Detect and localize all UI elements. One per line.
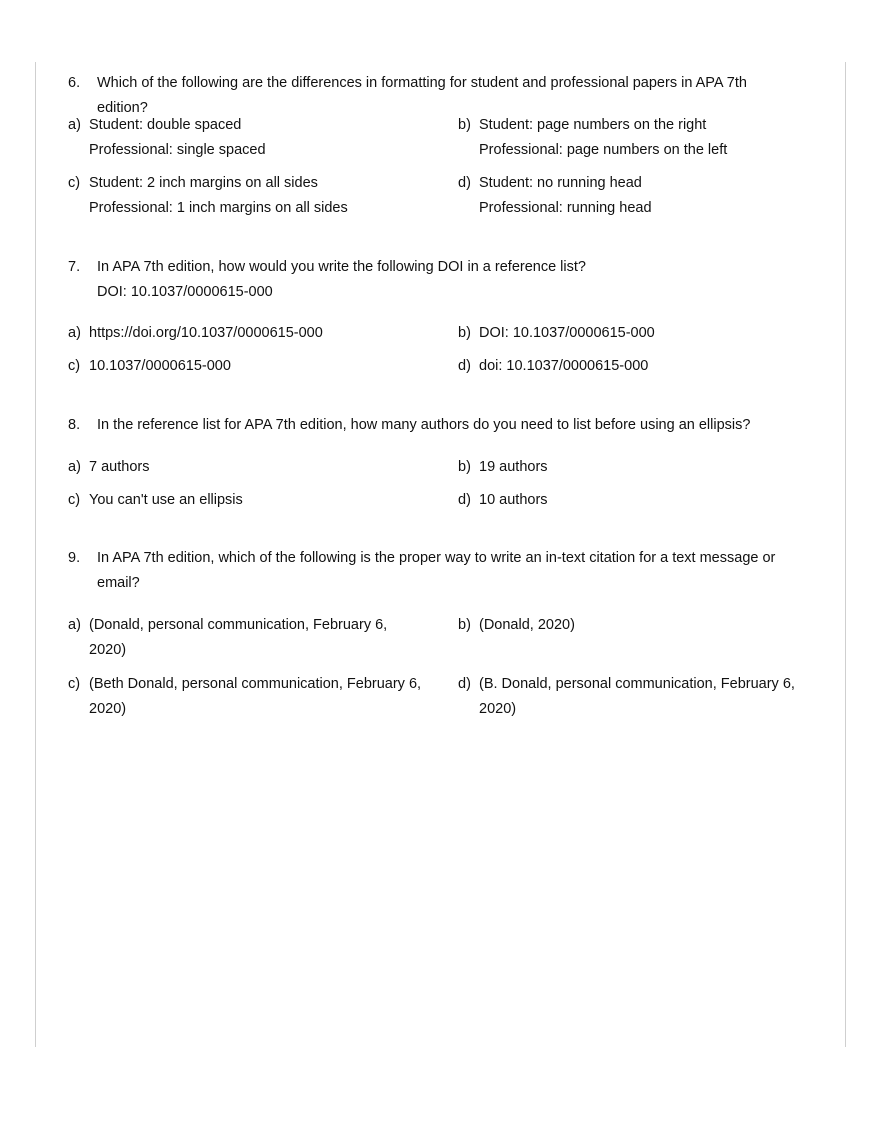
option-letter: c): [68, 175, 81, 191]
option-letter: a): [68, 325, 81, 341]
option-letter: c): [68, 676, 81, 692]
option-letter: b): [458, 117, 471, 133]
option-text-line-2: 2020): [89, 642, 127, 658]
option-text: 10.1037/0000615-000: [89, 358, 231, 374]
option-text-line-2: Professional: single spaced: [89, 142, 266, 158]
question-number: 9.: [68, 550, 81, 566]
option-text: (Donald, personal communication, February 6,: [89, 617, 388, 633]
option-letter: d): [458, 358, 471, 374]
option-text-line-2: Professional: 1 inch margins on all sides: [89, 200, 348, 216]
option-letter: b): [458, 617, 471, 633]
option-letter: d): [458, 175, 471, 191]
option-text: You can't use an ellipsis: [89, 492, 243, 508]
question-text: [97, 413, 797, 438]
question-text-line-2: DOI: 10.1037/0000615-000: [97, 284, 273, 300]
option-text-line-2: Professional: running head: [479, 200, 652, 216]
question-text-line: Which of the following are the differences in formatting for student and professional papers in APA 7th edition?: [97, 75, 747, 116]
option-text: https://doi.org/10.1037/0000615-000: [89, 325, 323, 341]
question-text-line-2: email?: [97, 575, 140, 591]
question-text-line: In the reference list for APA 7th edition, how many authors do you need to list before using an ellipsis?: [97, 417, 751, 433]
question-number: 6.: [68, 75, 81, 91]
option-letter: c): [68, 492, 81, 508]
option-text: 10 authors: [479, 492, 548, 508]
option-text-line-2: 2020): [479, 701, 517, 717]
option-letter: d): [458, 676, 471, 692]
option-text-line-2: Professional: page numbers on the left: [479, 142, 728, 158]
option-letter: c): [68, 358, 81, 374]
option-text: doi: 10.1037/0000615-000: [479, 358, 649, 374]
question-number: 7.: [68, 259, 81, 275]
option-text: Student: no running head: [479, 175, 642, 191]
question-text-line: In APA 7th edition, which of the following is the proper way to write an in-text citation for a text message or: [97, 550, 776, 566]
option-letter: b): [458, 325, 471, 341]
option-text: DOI: 10.1037/0000615-000: [479, 325, 655, 341]
option-text: 7 authors: [89, 459, 150, 475]
option-text: Student: 2 inch margins on all sides: [89, 175, 318, 191]
option-text: (Beth Donald, personal communication, February 6,: [89, 676, 422, 692]
page-border-left: [35, 62, 36, 1047]
option-letter: a): [68, 117, 81, 133]
question-number: 8.: [68, 417, 81, 433]
option-letter: d): [458, 492, 471, 508]
option-text: (Donald, 2020): [479, 617, 575, 633]
option-text-line-2: 2020): [89, 701, 127, 717]
option-text: Student: page numbers on the right: [479, 117, 707, 133]
option-text: (B. Donald, personal communication, February 6,: [479, 676, 795, 692]
question-text: [97, 546, 797, 596]
option-letter: a): [68, 617, 81, 633]
page-border-right: [845, 62, 846, 1047]
option-letter: a): [68, 459, 81, 475]
option-text: 19 authors: [479, 459, 548, 475]
option-text: Student: double spaced: [89, 117, 242, 133]
option-letter: b): [458, 459, 471, 475]
question-text: [97, 255, 797, 305]
question-text-line: In APA 7th edition, how would you write the following DOI in a reference list?: [97, 259, 586, 275]
